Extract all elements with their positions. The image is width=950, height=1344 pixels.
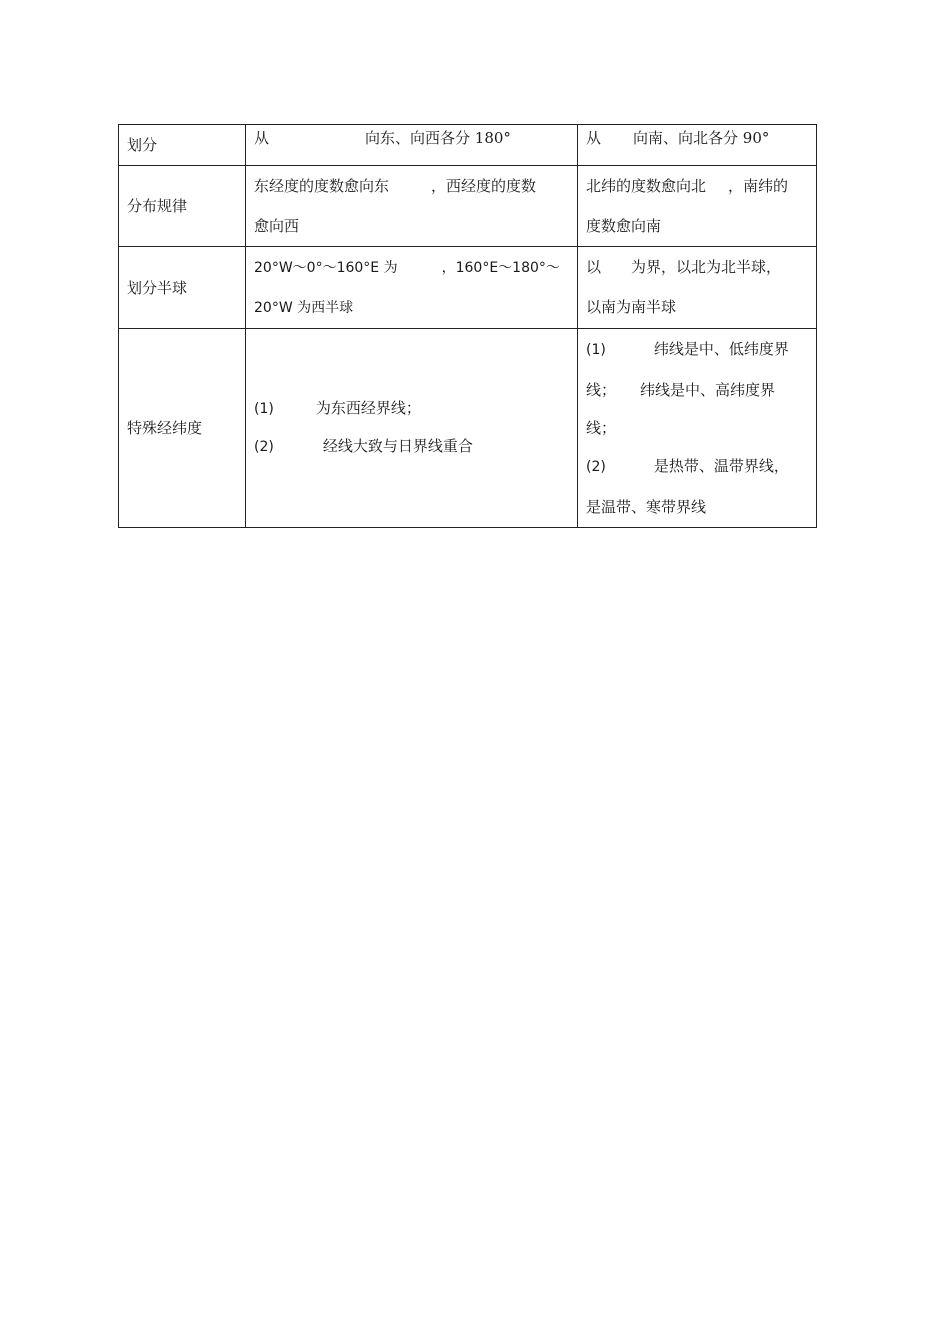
cell-text: 为东西经界线； — [315, 399, 421, 417]
cell-text: 线； — [586, 419, 617, 437]
cell-text: 线； — [586, 381, 617, 399]
cell-text: 是热带、温带界线， — [653, 457, 789, 475]
cell-text: 是温带、寒带界线 — [586, 498, 707, 516]
table-row — [119, 329, 817, 528]
row-label-text: 特殊经纬度 — [127, 419, 203, 437]
cell-text: 向东、向西各分 180° — [365, 129, 511, 147]
row-label — [119, 247, 246, 329]
cell-text: 20°W 为西半球 — [254, 300, 354, 316]
table-row — [119, 247, 817, 329]
row-label-text: 划分 — [127, 136, 158, 154]
latitude-cell — [578, 166, 817, 247]
longitude-cell — [246, 329, 578, 528]
row-label-text: 划分半球 — [127, 278, 188, 297]
cell-text: 北纬的度数愈向北 — [586, 177, 707, 195]
row-label — [119, 166, 246, 247]
cell-text: 纬线是中、低纬度界 — [653, 340, 789, 358]
cell-text: 愈向西 — [254, 217, 300, 235]
cell-text: 20°W～0°～160°E 为 — [254, 260, 398, 276]
table-row — [119, 166, 817, 247]
cell-text: 纬线是中、高纬度界 — [640, 381, 776, 399]
latitude-cell — [578, 247, 817, 329]
table-row — [119, 125, 817, 166]
cell-text: 为界，以北为北半球， — [631, 258, 782, 276]
latitude-cell — [578, 125, 817, 166]
cell-text: 以南为南半球 — [586, 298, 677, 316]
item-number: (1) — [586, 342, 606, 358]
item-number: (2) — [586, 459, 606, 475]
cell-text: ，160°E～180°～ — [441, 260, 560, 276]
item-number: (1) — [254, 401, 274, 417]
cell-text: ，西经度的度数 — [431, 177, 537, 195]
cell-text: 东经度的度数愈向东 — [254, 177, 390, 195]
cell-text: ，南纬的 — [728, 177, 789, 195]
latitude-cell — [578, 329, 817, 528]
longitude-cell — [246, 166, 578, 247]
longitude-cell — [246, 125, 578, 166]
cell-text: 向南、向北各分 90° — [633, 129, 770, 147]
row-label — [119, 329, 246, 528]
cell-text: 从 — [586, 129, 602, 147]
cell-text: 以 — [586, 258, 602, 276]
cell-text: 从 — [254, 129, 270, 147]
cell-text: 经线大致与日界线重合 — [322, 437, 473, 455]
cell-text: 度数愈向南 — [586, 217, 662, 235]
longitude-cell — [246, 247, 578, 329]
lat-lon-comparison-table — [118, 124, 817, 528]
row-label — [119, 125, 246, 166]
item-number: (2) — [254, 439, 274, 455]
row-label-text: 分布规律 — [127, 197, 188, 215]
